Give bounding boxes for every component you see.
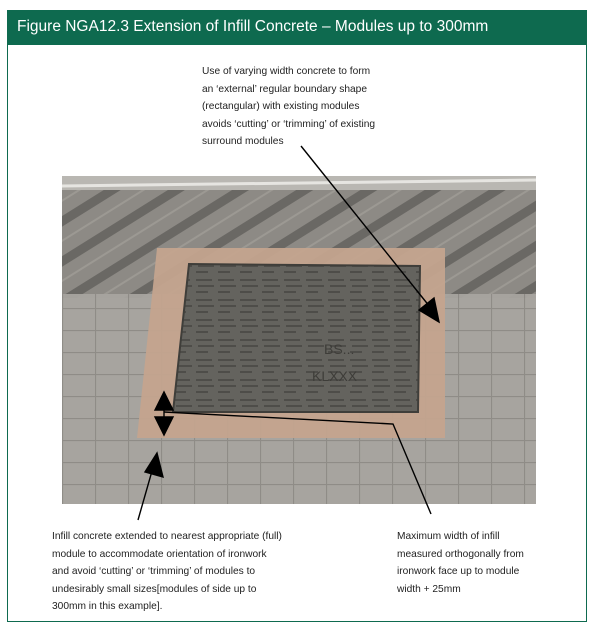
figure-title: Figure NGA12.3 Extension of Infill Concrete – Modules up to 300mm (8, 11, 586, 45)
ironwork-cover (173, 264, 420, 412)
cover-marking-2: KLXXX (312, 368, 358, 384)
bottom-left-annotation (52, 528, 282, 616)
bottom-left-annotation-line: Infill concrete extended to nearest appropriate (full) (52, 531, 282, 542)
top-annotation-line: (rectangular) with existing modules (202, 101, 360, 113)
top-annotation-line: Use of varying width concrete to form (202, 66, 371, 77)
top-annotation-line: surround modules (202, 136, 284, 148)
top-annotation (202, 63, 375, 151)
paving-photo (62, 176, 536, 504)
bottom-right-annotation-line: width + 25mm (397, 583, 461, 595)
top-annotation-line: avoids ‘cutting’ or ‘trimming’ of existing (202, 118, 376, 130)
bottom-right-annotation (397, 528, 524, 598)
cover-marking-1: BS... (324, 341, 355, 357)
bottom-left-annotation-line: module to accommodate orientation of ironwork (52, 548, 267, 560)
top-annotation-line: an ‘external’ regular boundary shape (202, 83, 367, 95)
bottom-left-annotation-line: and avoid ‘cutting’ or ‘trimming’ of modules to (52, 566, 256, 578)
bottom-right-annotation-line: Maximum width of infill (397, 531, 500, 542)
bottom-right-annotation-line: ironwork face up to module (397, 566, 520, 578)
bottom-right-annotation-line: measured orthogonally from (397, 548, 524, 560)
bottom-left-annotation-line: undesirably small sizes[modules of side up to (52, 583, 257, 595)
bottom-left-annotation-line: 300mm in this example]. (52, 601, 163, 613)
